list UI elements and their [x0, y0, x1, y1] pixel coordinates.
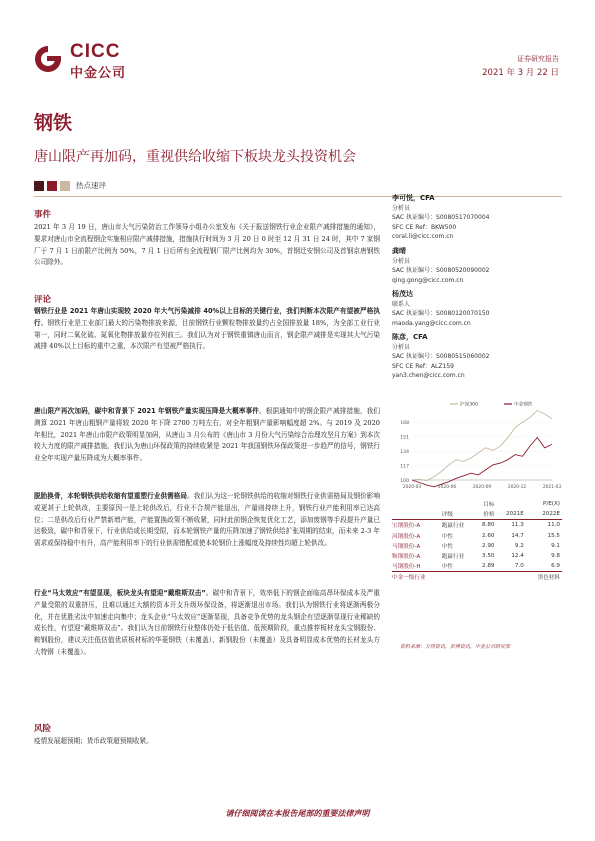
legend-label: 沪深300	[460, 402, 478, 408]
logo-chinese: 中金公司	[70, 66, 127, 81]
analyst-name: 杨茂达	[392, 290, 413, 298]
comment-lead-3: 脱胎换骨，本轮钢铁供给收缩有望重塑行业供需格局	[34, 492, 188, 500]
x-tick-label: 2020-03	[402, 485, 422, 490]
event-heading: 事件	[34, 210, 52, 220]
table-cell: 9.8	[551, 553, 560, 560]
comment-lead-4: 行业“马太效应”有望显现，板块龙头有望迎“戴维斯双击”	[34, 589, 206, 597]
y-tick-label: 134	[400, 450, 409, 455]
table-row	[392, 520, 562, 531]
table-cell: 中性	[441, 543, 453, 550]
comment-body-2: 。根据通知中的钢企限产减排措施，我们测算 2021 年唐山粗钢产量将较 2020 年下降 2700 万吨左右，对全年粗钢产量影响幅度超 2%。与 2019 及 2020 年相比，2021 年唐山市限产政策明显加码，从唐山 3 月公布的《唐山市 3 月份大气污染综合治理攻坚月方案》到本次较大力度的限产减排措施，我们认为唐山环保政策的持续收紧是 2021 年我国钢铁环保政策进一步趋严的信号，钢铁行业全年实现产量压降成为大概率事件。	[34, 407, 380, 463]
analyst-card	[392, 333, 562, 381]
table-cell: 14.7	[511, 532, 524, 539]
tag-square-red	[47, 181, 57, 191]
table-row	[392, 551, 562, 561]
tag-label: 热点速评	[76, 181, 106, 190]
comment-heading: 评论	[34, 295, 52, 305]
legal-footer: 请仔细阅读在本报告尾部的重要法律声明	[225, 809, 370, 818]
table-cell	[442, 572, 475, 583]
comment-lead-1: 钢铁行业是 2021 年唐山实现较 2020 年大气污染减排 40%以上目标的关键行业，我们判断本次限产有望被严格执行	[34, 307, 380, 327]
y-tick-label: 117	[400, 464, 409, 470]
y-tick-label: 168	[400, 421, 409, 427]
table-cell: 黑色材料	[537, 575, 560, 582]
table-header-cell: 价格	[483, 512, 495, 519]
x-tick-label: 2021-03	[542, 485, 562, 490]
analyst-card	[392, 194, 562, 242]
comment-body-1: 。钢铁行业是工业部门最大的污染物排放来源，目前钢铁行业颗粒物排放量约占全国排放量 18%，为全部工业行业第一，同时二氧化硫、氮氧化物排放量亦位列前三。我们认为对于钢铁重镇唐山而言，钢企限产减排是实现其大气污染减排 40%以上目标的重中之重，本次限产有望被严格执行。	[34, 318, 381, 351]
table-header-cell: 2022E	[542, 511, 560, 518]
table-cell: 9.2	[514, 542, 524, 549]
analyst-sfc: SFC CE Ref：BKW500	[392, 223, 457, 231]
table-cell: 2.90	[481, 542, 495, 549]
legend-label: 中金钢铁	[514, 402, 533, 408]
table-row	[392, 541, 562, 551]
table-cell: 中性	[441, 533, 453, 540]
y-tick-label: 100	[400, 478, 409, 484]
table-cell	[475, 572, 496, 583]
series-line-1	[412, 438, 552, 487]
risk-paragraph: 疫情发展超预期；货币政策超预期收紧。	[34, 737, 153, 745]
tag-square-tan	[60, 181, 70, 191]
analyst-email: maoda.yang@cicc.com.cn	[392, 319, 471, 327]
table-cell: 宝钢股份-A	[392, 523, 421, 530]
analyst-sac: SAC 执证编号：S0080120070150	[392, 310, 490, 318]
comment-paragraph-4	[34, 588, 380, 659]
comment-paragraph-2	[34, 406, 380, 465]
table-cell: 3.50	[481, 553, 495, 560]
table-cell: 2.60	[481, 532, 495, 539]
analyst-email: coral.li@cicc.com.cn	[392, 233, 454, 241]
x-tick-label: 2020-09	[472, 485, 492, 490]
y-tick-label: 151	[400, 435, 409, 441]
comment-paragraph-1	[34, 306, 380, 353]
analyst-card	[392, 290, 562, 328]
comment-lead-2: 唐山限产再次加码，碳中和背景下 2021 年钢铁产量实现压降是大概率事件	[34, 407, 260, 415]
table-cell: 马钢股份-A	[392, 543, 421, 550]
x-tick-label: 2020-12	[507, 485, 527, 490]
analyst-role: 分析员	[392, 204, 411, 212]
analyst-name: 李可悦，CFA	[392, 194, 435, 202]
table-header-cell: 2021E	[506, 511, 524, 518]
table-row	[392, 531, 562, 541]
table-cell: 11.3	[511, 522, 524, 529]
table-cell: 鞍钢股份-A	[392, 554, 421, 561]
table-cell: 2.89	[481, 563, 495, 570]
analyst-role: 分析员	[392, 343, 411, 351]
analyst-email: qing.gong@cicc.com.cn	[392, 276, 464, 284]
table-header-cell	[392, 509, 442, 520]
analyst-sfc: SFC CE Ref：ALZ159	[392, 362, 454, 370]
ratings-table	[392, 499, 562, 583]
sector-title: 钢铁	[34, 112, 73, 134]
table-cell: 马钢股份-H	[392, 564, 421, 571]
table-cell: 中性	[441, 564, 453, 571]
table-row	[392, 572, 562, 583]
table-header-row	[392, 509, 562, 520]
table-cell: 8.80	[481, 522, 495, 529]
tag-square-dark	[34, 181, 44, 191]
comment-body-3: 。我们认为这一轮钢铁供给的收缩对钢铁行业供需格局及钢价影响或更甚于上轮供改，主要原因一是上轮供改后，行业不合规产能退出，产量则持续上升，钢铁行业产能利用率已达高位；二是供改后行业严禁新增产能，产能置换政策不断收紧，同时此前钢企恢复优化工艺，添加废钢等手段提升产量已达极致，碳中和背景下，行业供给或长期受限，而本轮钢铁产量的压降加速了钢铁供给扩张周期的结束，而未来 2-3 年需求或保持稳中有升，高产能利用率下的行业供需错配或使本轮钢价上涨幅度及持续性均超上轮供改。	[34, 492, 381, 548]
analyst-card	[392, 247, 562, 285]
analyst-role: 联系人	[392, 300, 411, 308]
table-cell: 6.9	[551, 563, 560, 570]
logo-wordmark: CICC	[70, 41, 121, 62]
analyst-sac: SAC 执证编号：S0080515060002	[392, 353, 490, 361]
table-cell: 河钢股份-A	[392, 533, 421, 540]
table-header-row	[392, 499, 562, 509]
analyst-sac: SAC 执证编号：S0080520090002	[392, 267, 490, 275]
analyst-name: 龚晴	[392, 247, 406, 255]
risk-heading: 风险	[34, 724, 52, 734]
table-cell: 15.5	[547, 532, 560, 539]
table-cell: 12.4	[511, 553, 524, 560]
series-line-0	[412, 411, 552, 481]
analyst-role: 分析员	[392, 257, 411, 265]
table-cell: 跑赢行业	[441, 554, 465, 561]
table-header-cell: 评级	[441, 512, 453, 519]
table-cell	[496, 572, 525, 583]
table-cell: 跑赢行业	[441, 523, 465, 530]
table-header-cell: P/E(X)	[543, 501, 560, 508]
event-paragraph: 2021 年 3 月 19 日，唐山市大气污染防治工作领导小组办公室发布《关于报送钢铁行业企业限产减排措施的通知》，要求对唐山市全流程钢企实施相应限产减排措施，措施执行时间为 3 月 20 日 0 时至 12 月 31 日 24 时，其中 7 家钢厂于 7 月 1 日前限产比例为 50%，7 月 1 日后所有全流程钢厂限产比例均为 30%，首钢迁安钢公司及首钢京唐钢铁公司除外。	[34, 223, 380, 267]
table-row	[392, 561, 562, 572]
table-cell: 11.0	[547, 522, 560, 529]
table-cell: 中金一级行业	[392, 575, 426, 582]
x-tick-label: 2020-06	[437, 485, 457, 490]
document-type: 证券研究报告	[517, 55, 559, 63]
analyst-name: 陈彦，CFA	[392, 333, 428, 341]
table-cell: 7.0	[514, 563, 524, 570]
table-header-cell	[392, 499, 442, 509]
source-note: 资料来源：万得资讯，彭博资讯，中金公司研究部	[400, 644, 511, 650]
table-cell: 9.1	[551, 542, 560, 549]
comment-paragraph-3	[34, 491, 380, 550]
price-performance-chart	[392, 398, 562, 492]
analyst-sac: SAC 执证编号：S0080517070004	[392, 214, 490, 222]
table-header-cell: 目标	[483, 502, 495, 509]
report-title: 唐山限产再加码，重视供给收缩下板块龙头投资机会	[34, 149, 356, 165]
cicc-logo-icon	[33, 44, 63, 74]
analyst-email: yan3.chen@cicc.com.cn	[392, 372, 465, 380]
comment-body-4: 。碳中和背景下，效率低下的钢企面临高昂环保成本及严重产量受限的双重挤压，且难以通过大额的资本开支升级环保设备，将逐渐退出市场。我们认为钢铁行业将逐渐两极分化，并在优胜劣汰中加速走向集中；龙头企业“马太效应”逐渐显现，具备竞争优势的龙头钢企有望逐渐显现行业稀缺的成长性，有望迎“戴维斯双击”。我们认为目前钢铁行业整体仍处于低估值、低预期阶段，重点推荐板材龙头宝钢股份、鞍钢股份，建议关注低估值优质板材标的华菱钢铁（未覆盖）、新钢股份（未覆盖）及具备明显成本优势的长材龙头方大特钢（未覆盖）。	[34, 589, 380, 656]
report-date: 2021 年 3 月 22 日	[482, 68, 559, 78]
table-header-cell	[442, 499, 475, 509]
